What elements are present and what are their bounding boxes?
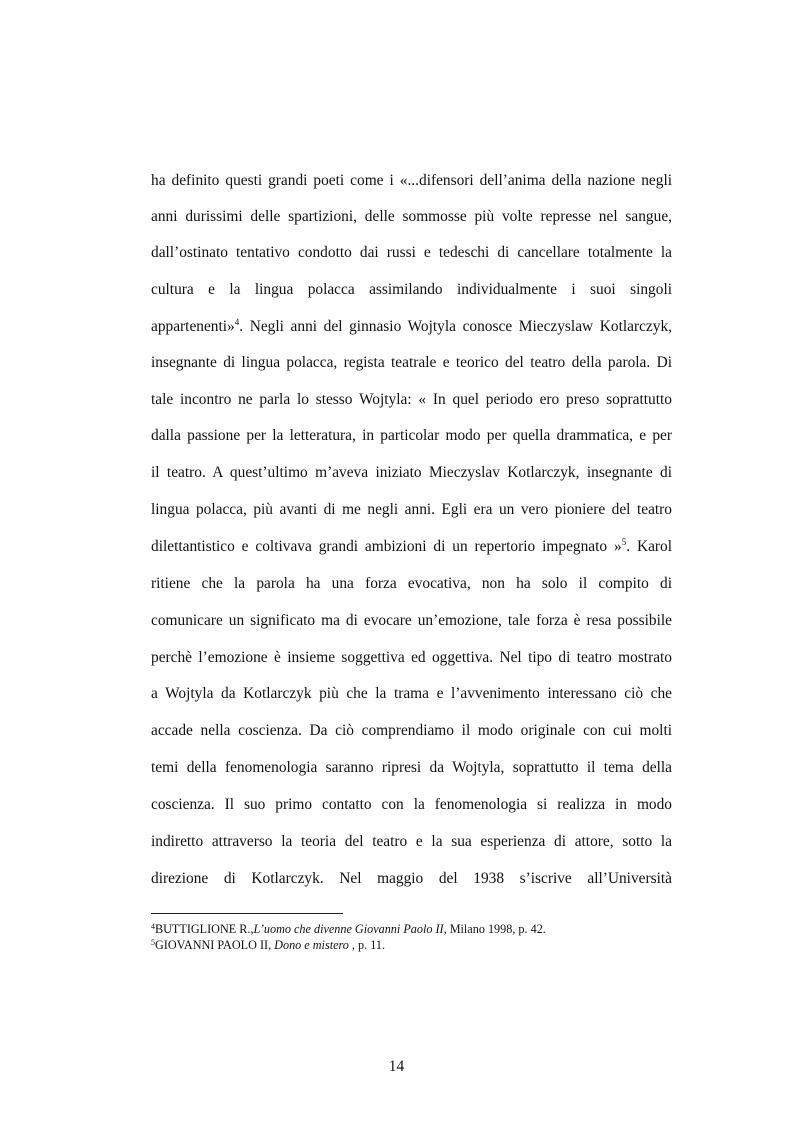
footnote-reference[interactable]: 5 xyxy=(621,536,627,547)
text-line: perchè l’emozione è insieme soggettiva ed oggettiva. Nel tipo di teatro mostrato xyxy=(151,649,672,666)
text-line: insegnante di lingua polacca, regista teatrale e teorico del teatro della parola. Di xyxy=(151,354,672,371)
footnote-rest: Milano 1998, p. 42. xyxy=(446,922,546,936)
footnote-title: L’uomo che divenne Giovanni Paolo II, xyxy=(253,922,447,936)
footnote-author: GIOVANNI PAOLO II, xyxy=(155,938,275,952)
text-line: lingua polacca, più avanti di me negli anni. Egli era un vero pioniere del teatro xyxy=(151,501,672,518)
text-segment: . Karol xyxy=(626,538,672,555)
text-line: tale incontro ne parla lo stesso Wojtyla: « In quel periodo ero preso soprattutto xyxy=(151,391,672,408)
footnote-number: 4 xyxy=(151,922,155,931)
footnote xyxy=(151,938,385,952)
footnote-author: BUTTIGLIONE R., xyxy=(155,922,254,936)
text-line xyxy=(151,538,672,556)
text-line: dall’ostinato tentativo condotto dai russi e tedeschi di cancellare totalmente la xyxy=(151,244,672,261)
text-line: ritiene che la parola ha una forza evocativa, non ha solo il compito di xyxy=(151,575,672,592)
text-line xyxy=(151,318,672,336)
text-line: cultura e la lingua polacca assimilando individualmente i suoi singoli xyxy=(151,281,672,298)
text-segment: . Negli anni del ginnasio Wojtyla conosce Mieczyslaw Kotlarczyk, xyxy=(239,318,672,335)
footnote-separator xyxy=(151,913,343,914)
text-segment: appartenenti» xyxy=(151,318,235,335)
text-line: anni durissimi delle spartizioni, delle sommosse più volte represse nel sangue, xyxy=(151,208,672,225)
text-line: ha definito questi grandi poeti come i «...difensori dell’anima della nazione negli xyxy=(151,172,672,189)
text-line: comunicare un significato ma di evocare un’emozione, tale forza è resa possibile xyxy=(151,612,672,629)
text-line: a Wojtyla da Kotlarczyk più che la trama e l’avvenimento interessano ciò che xyxy=(151,685,672,702)
text-line: temi della fenomenologia saranno ripresi da Wojtyla, soprattutto il tema della xyxy=(151,759,672,776)
text-line: dalla passione per la letteratura, in particolar modo per quella drammatica, e per xyxy=(151,427,672,444)
footnote-title: Dono e mistero xyxy=(274,938,349,952)
text-line: coscienza. Il suo primo contatto con la fenomenologia si realizza in modo xyxy=(151,796,672,813)
footnote-rest: , p. 11. xyxy=(348,938,385,952)
footnote-reference[interactable]: 4 xyxy=(234,316,240,327)
page-number: 14 xyxy=(388,1058,405,1075)
footnote xyxy=(151,922,546,936)
text-line: il teatro. A quest’ultimo m’aveva iniziato Mieczyslav Kotlarczyk, insegnante di xyxy=(151,464,672,481)
text-line: direzione di Kotlarczyk. Nel maggio del 1938 s’iscrive all’Università xyxy=(151,870,672,887)
text-line: accade nella coscienza. Da ciò comprendiamo il modo originale con cui molti xyxy=(151,722,672,739)
text-line: indiretto attraverso la teoria del teatro e la sua esperienza di attore, sotto la xyxy=(151,833,672,850)
footnote-number: 5 xyxy=(151,938,155,947)
text-segment: dilettantistico e coltivava grandi ambizioni di un repertorio impegnato » xyxy=(151,538,622,555)
